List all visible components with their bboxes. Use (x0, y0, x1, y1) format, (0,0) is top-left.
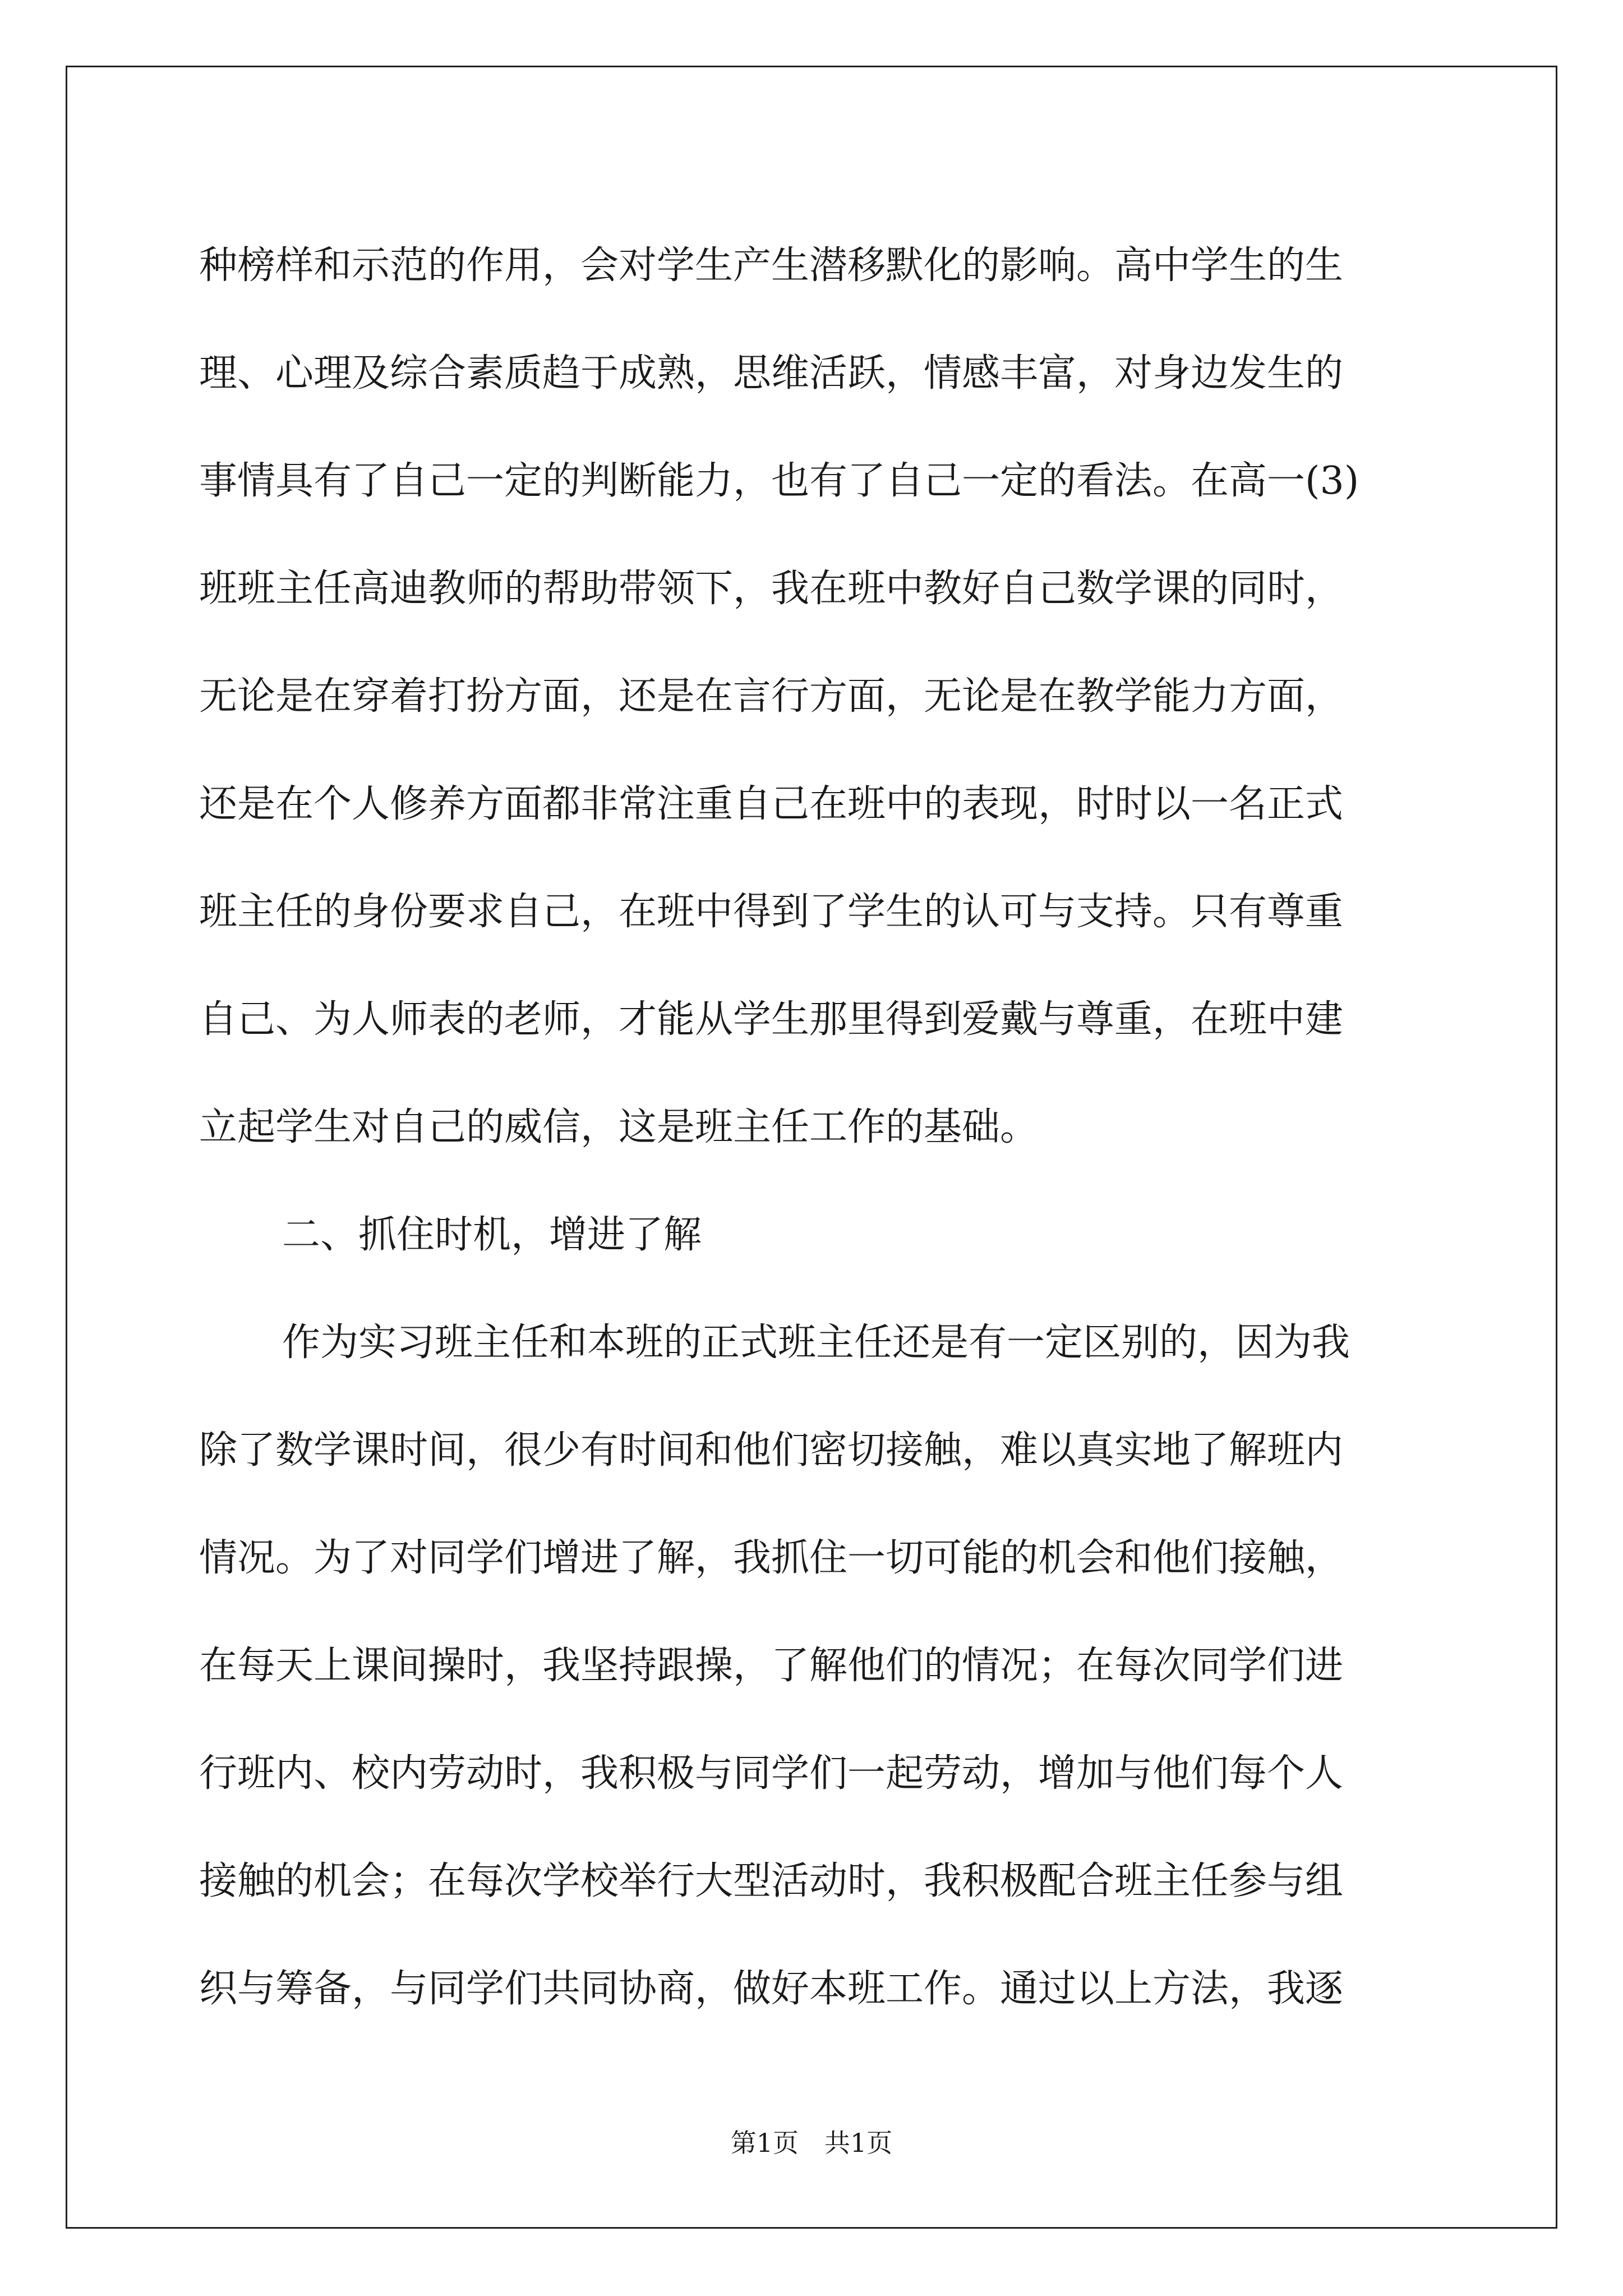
text-line: 情况。为了对同学们增进了解，我抓住一切可能的机会和他们接触， (199, 1536, 1344, 1580)
text-line: 在每天上课间操时，我坚持跟操，了解他们的情况；在每次同学们进 (199, 1644, 1344, 1688)
text-line: 自己、为人师表的老师，才能从学生那里得到爱戴与尊重，在班中建 (199, 997, 1344, 1042)
text-line: 立起学生对自己的威信，这是班主任工作的基础。 (199, 1105, 1039, 1149)
text-line: 理、心理及综合素质趋于成熟，思维活跃，情感丰富，对身边发生的 (199, 351, 1344, 395)
text-line: 种榜样和示范的作用，会对学生产生潜移默化的影响。高中学生的生 (199, 243, 1344, 288)
text-line: 班主任的身份要求自己，在班中得到了学生的认可与支持。只有尊重 (199, 890, 1344, 934)
text-line: 除了数学课时间，很少有时间和他们密切接触，难以真实地了解班内 (199, 1428, 1344, 1473)
text-line: 无论是在穿着打扮方面，还是在言行方面，无论是在教学能力方面， (199, 674, 1344, 719)
text-line: 班班主任高迪教师的帮助带领下，我在班中教好自己数学课的同时， (199, 567, 1344, 611)
text-line: 事情具有了自己一定的判断能力，也有了自己一定的看法。在高一(3) (199, 459, 1359, 503)
text-line: 行班内、校内劳动时，我积极与同学们一起劳动，增加与他们每个人 (199, 1751, 1344, 1796)
text-line: 接触的机会；在每次学校举行大型活动时，我积极配合班主任参与组 (199, 1859, 1344, 1903)
document-body (199, 212, 1433, 2043)
page-number-footer: 第1页 共1页 (730, 2128, 893, 2158)
text-line: 还是在个人修养方面都非常注重自己在班中的表现，时时以一名正式 (199, 782, 1344, 826)
paragraph-start-line: 作为实习班主任和本班的正式班主任还是有一定区别的，因为我 (282, 1320, 1350, 1365)
section-heading: 二、抓住时机，增进了解 (282, 1213, 702, 1257)
text-line: 织与筹备，与同学们共同协商，做好本班工作。通过以上方法，我逐 (199, 1967, 1344, 2011)
